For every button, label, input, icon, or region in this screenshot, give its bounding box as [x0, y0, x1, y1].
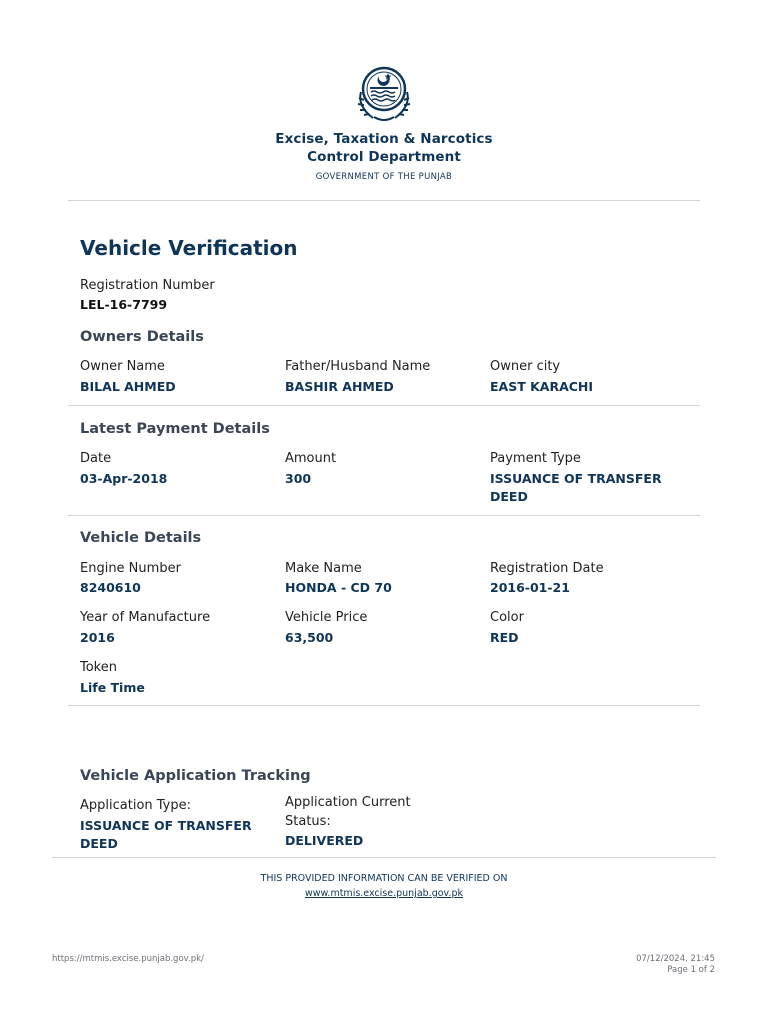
- payment-amount-value: 300: [285, 471, 312, 486]
- father-husband-name-value: BASHIR AHMED: [285, 379, 394, 394]
- footer-url: https://mtmis.excise.punjab.gov.pk/: [52, 954, 204, 964]
- owner-city-label: Owner city: [490, 359, 561, 374]
- verify-notice: THIS PROVIDED INFORMATION CAN BE VERIFIED ON: [260, 873, 508, 884]
- divider: [68, 200, 700, 201]
- divider: [68, 705, 700, 706]
- application-status-label-line2: Status:: [285, 814, 331, 829]
- engine-number-value: 8240610: [80, 580, 141, 595]
- footer-datetime: 07/12/2024, 21:45: [636, 954, 715, 964]
- divider: [68, 515, 700, 516]
- payment-details-heading: Latest Payment Details: [80, 421, 270, 437]
- color-label: Color: [490, 610, 524, 625]
- vehicle-price-label: Vehicle Price: [285, 610, 368, 625]
- verify-website-link[interactable]: www.mtmis.excise.punjab.gov.pk: [305, 888, 463, 899]
- footer-page-number: Page 1 of 2: [667, 965, 715, 975]
- token-label: Token: [80, 660, 117, 675]
- application-type-value-line2: DEED: [80, 836, 118, 851]
- year-of-manufacture-label: Year of Manufacture: [80, 610, 211, 625]
- make-name-label: Make Name: [285, 561, 362, 576]
- application-status-value: DELIVERED: [285, 833, 364, 848]
- engine-number-label: Engine Number: [80, 561, 181, 576]
- father-husband-name-label: Father/Husband Name: [285, 359, 431, 374]
- owner-name-label: Owner Name: [80, 359, 165, 374]
- page-title: Vehicle Verification: [80, 236, 298, 260]
- vehicle-details-heading: Vehicle Details: [80, 530, 202, 546]
- payment-amount-label: Amount: [285, 451, 337, 466]
- payment-type-label: Payment Type: [490, 451, 581, 466]
- department-title-line1: Excise, Taxation & Narcotics: [275, 131, 493, 147]
- token-value: Life Time: [80, 680, 145, 695]
- registration-number-value: LEL-16-7799: [80, 297, 168, 312]
- divider: [68, 405, 700, 406]
- owner-name-value: BILAL AHMED: [80, 379, 176, 394]
- payment-type-value-line2: DEED: [490, 489, 528, 504]
- divider: [52, 857, 716, 858]
- application-tracking-heading: Vehicle Application Tracking: [80, 768, 311, 784]
- year-of-manufacture-value: 2016: [80, 630, 115, 645]
- application-type-value-line1: ISSUANCE OF TRANSFER: [80, 818, 252, 833]
- payment-type-value-line1: ISSUANCE OF TRANSFER: [490, 471, 662, 486]
- color-value: RED: [490, 630, 519, 645]
- registration-date-value: 2016-01-21: [490, 580, 570, 595]
- owners-details-heading: Owners Details: [80, 329, 204, 345]
- owner-city-value: EAST KARACHI: [490, 379, 594, 394]
- application-status-label-line1: Application Current: [285, 795, 411, 810]
- application-type-label: Application Type:: [80, 798, 192, 813]
- government-subtitle: GOVERNMENT OF THE PUNJAB: [315, 172, 453, 182]
- payment-date-label: Date: [80, 451, 112, 466]
- make-name-value: HONDA - CD 70: [285, 580, 392, 595]
- payment-date-value: 03-Apr-2018: [80, 471, 168, 486]
- registration-number-label: Registration Number: [80, 278, 215, 293]
- registration-date-label: Registration Date: [490, 561, 604, 576]
- punjab-emblem-icon: [344, 62, 424, 126]
- vehicle-price-value: 63,500: [285, 630, 334, 645]
- department-title-line2: Control Department: [307, 149, 461, 165]
